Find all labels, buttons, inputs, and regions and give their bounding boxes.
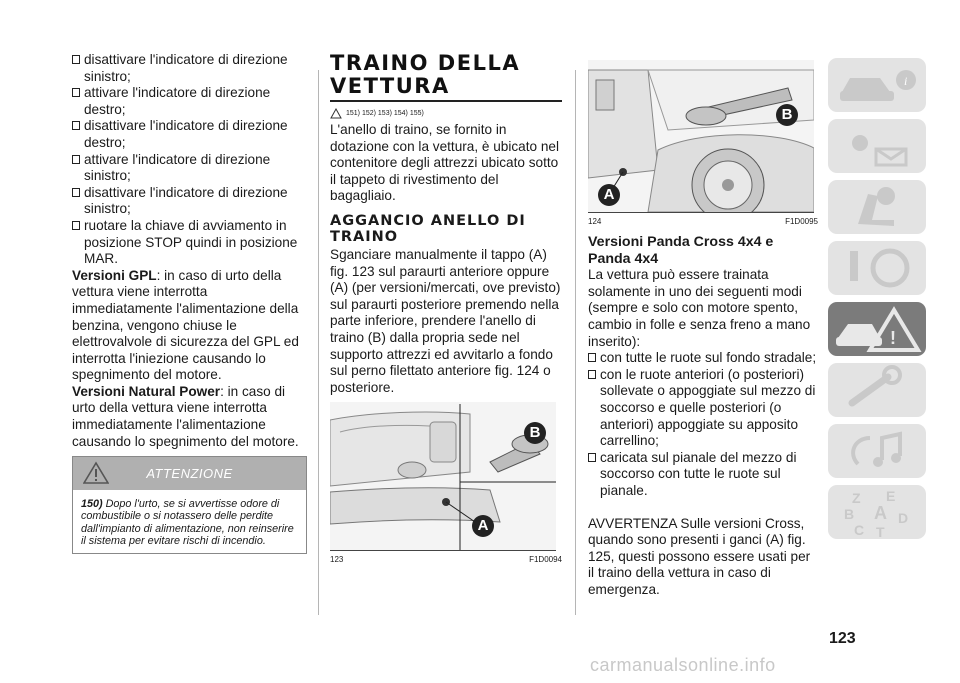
natural-power-text: : in caso di urto della vettura viene interrotta immediatamente l'alimentazione causando lo spegnimento del motore. bbox=[72, 383, 299, 449]
figure-code: F1D0094 bbox=[529, 555, 562, 565]
index-letter: C bbox=[854, 522, 865, 538]
bullet-item bbox=[72, 185, 307, 218]
warning-header bbox=[73, 457, 306, 490]
figure-124 bbox=[588, 60, 814, 213]
column-middle bbox=[330, 52, 562, 564]
figure-caption bbox=[330, 555, 562, 564]
nav-multimedia[interactable] bbox=[828, 424, 926, 478]
gpl-paragraph bbox=[72, 268, 307, 384]
figure-caption bbox=[588, 217, 818, 226]
nav-emergency[interactable] bbox=[828, 302, 926, 356]
wrench-car-icon bbox=[828, 363, 926, 417]
cross-note-paragraph: AVVERTENZA Sulle versioni Cross, quando sono presenti i ganci (A) fig. 125, questi possono essere usati per il traino della vettura in caso di emergenza. bbox=[588, 515, 811, 597]
bullet-text: attivare l'indicatore di direzione destro; bbox=[84, 85, 271, 117]
front-bumper-illustration bbox=[330, 402, 556, 550]
chapter-nav bbox=[828, 58, 928, 546]
nav-airbag-seat[interactable] bbox=[828, 180, 926, 234]
checkbox-bullet-icon bbox=[72, 188, 80, 197]
bullet-item bbox=[588, 350, 818, 367]
index-letter: B bbox=[844, 506, 855, 522]
bullet-text: disattivare l'indicatore di direzione destro; bbox=[84, 118, 288, 150]
svg-text:!: ! bbox=[890, 328, 896, 348]
index-letter: A bbox=[874, 503, 887, 523]
tow-hook-paragraph: Sganciare manualmente il tappo (A) fig. 123 sul paraurti anteriore oppure (A) (per versioni/mercati, ove previsto) sul paraurti posteriore premendo nella parte inferiore, prendere l'anello di traino (B) dalla propria sede nel supporto attrezzi ed avvitarlo a fondo sul perno filettato anteriore fig. 124 o posteriore. bbox=[330, 246, 561, 395]
warning-references bbox=[330, 108, 562, 119]
checkbox-bullet-icon bbox=[72, 55, 80, 64]
index-letter: D bbox=[898, 510, 909, 526]
towing-intro: La vettura può essere trainata solamente in uno dei seguenti modi (sempre e solo con motore spento, cambio in folle e senza freno a mano inserito): bbox=[588, 267, 811, 349]
airbag-seat-icon bbox=[828, 180, 926, 234]
watermark-text: carmanualsonline.info bbox=[590, 655, 776, 675]
section-title: TRAINO DELLA VETTURA bbox=[330, 51, 521, 98]
warning-number: 150) bbox=[81, 498, 103, 510]
bullet-item bbox=[72, 218, 307, 268]
bullet-text: con le ruote anteriori (o posteriori) sollevate o appoggiate sul mezzo di soccorso e quelle posteriori (o anteriori) appoggiate su apposito carrellino; bbox=[600, 366, 816, 449]
figure-code: F1D0095 bbox=[785, 217, 818, 226]
title-rule bbox=[330, 100, 562, 102]
versions-heading: Versioni Panda Cross 4x4 e Panda 4x4 bbox=[588, 234, 774, 267]
page-number: 123 bbox=[829, 630, 856, 647]
bullet-item bbox=[72, 152, 307, 185]
warning-title: ATTENZIONE bbox=[146, 466, 233, 481]
checkbox-bullet-icon bbox=[72, 221, 80, 230]
index-icon bbox=[828, 485, 926, 539]
nav-warning-lights[interactable] bbox=[828, 119, 926, 173]
bullet-item bbox=[588, 367, 818, 450]
warning-box bbox=[72, 456, 307, 554]
natural-power-paragraph bbox=[72, 384, 307, 450]
figure-label-a: A bbox=[598, 184, 620, 206]
checkbox-bullet-icon bbox=[588, 370, 596, 379]
figure-number: 124 bbox=[588, 217, 602, 226]
intro-paragraph: L'anello di traino, se fornito in dotazione con la vettura, è ubicato nel contenitore degli attrezzi ubicato sotto il tappeto di rivestimento del bagagliaio. bbox=[330, 122, 559, 204]
figure-label-b: B bbox=[524, 422, 546, 444]
warning-body bbox=[73, 490, 306, 553]
bullet-text: ruotare la chiave di avviamento in posizione STOP quindi in posizione MAR. bbox=[84, 217, 298, 267]
warning-small-icon bbox=[330, 108, 342, 119]
checkbox-bullet-icon bbox=[588, 453, 596, 462]
natural-power-label: Versioni Natural Power bbox=[72, 383, 221, 399]
bullet-item bbox=[72, 52, 307, 85]
key-steering-icon bbox=[828, 241, 926, 295]
bullet-item bbox=[72, 118, 307, 151]
bullet-text: disattivare l'indicatore di direzione sinistro; bbox=[84, 52, 288, 84]
bullet-list-steps bbox=[72, 52, 307, 268]
subsection-title: AGGANCIO ANELLO DI TRAINO bbox=[330, 212, 526, 245]
svg-text:i: i bbox=[904, 74, 908, 88]
warning-text: Dopo l'urto, se si avvertisse odore di combustibile o si notassero delle perdite dall'impianto di alimentazione, non reinserire il sistema per evitare rischi di incendio. bbox=[81, 498, 294, 547]
bullet-text: con tutte le ruote sul fondo stradale; bbox=[600, 350, 817, 366]
gpl-label: Versioni GPL bbox=[72, 267, 157, 283]
checkbox-bullet-icon bbox=[72, 88, 80, 97]
nav-key-steering[interactable] bbox=[828, 241, 926, 295]
column-divider bbox=[318, 70, 319, 615]
car-info-icon bbox=[828, 58, 926, 112]
emergency-icon bbox=[828, 302, 926, 356]
warning-lights-icon bbox=[828, 119, 926, 173]
column-divider bbox=[575, 70, 576, 615]
index-letter: Z bbox=[852, 490, 861, 506]
bullet-list-towing bbox=[588, 350, 818, 499]
index-letter: E bbox=[886, 488, 896, 504]
bullet-text: attivare l'indicatore di direzione sinistro; bbox=[84, 151, 271, 184]
rear-car-illustration bbox=[588, 60, 814, 212]
figure-label-b: B bbox=[776, 104, 798, 126]
figure-label-a: A bbox=[472, 515, 494, 537]
bullet-text: disattivare l'indicatore di direzione sinistro; bbox=[84, 184, 288, 217]
multimedia-icon bbox=[828, 424, 926, 478]
figure-123 bbox=[330, 402, 556, 551]
checkbox-bullet-icon bbox=[588, 353, 596, 362]
nav-car-info[interactable] bbox=[828, 58, 926, 112]
figure-number: 123 bbox=[330, 555, 344, 565]
gpl-text: : in caso di urto della vettura viene interrotta immediatamente l'alimentazione della benzina, vengono chiuse le elettrovalvole di sicurezza del GPL ed interrotta l'iniezione causando lo spegnimento del motore. bbox=[72, 267, 299, 383]
checkbox-bullet-icon bbox=[72, 155, 80, 164]
bullet-item bbox=[588, 450, 818, 500]
nav-maintenance[interactable] bbox=[828, 363, 926, 417]
checkbox-bullet-icon bbox=[72, 121, 80, 130]
bullet-item bbox=[72, 85, 307, 118]
index-letter: T bbox=[876, 524, 885, 539]
bullet-text: caricata sul pianale del mezzo di soccorso con tutte le ruote sul pianale. bbox=[600, 449, 797, 498]
nav-index[interactable] bbox=[828, 485, 926, 539]
column-right bbox=[588, 60, 818, 598]
refs-text: 151) 152) 153) 154) 155) bbox=[346, 110, 424, 117]
column-left bbox=[72, 52, 307, 450]
